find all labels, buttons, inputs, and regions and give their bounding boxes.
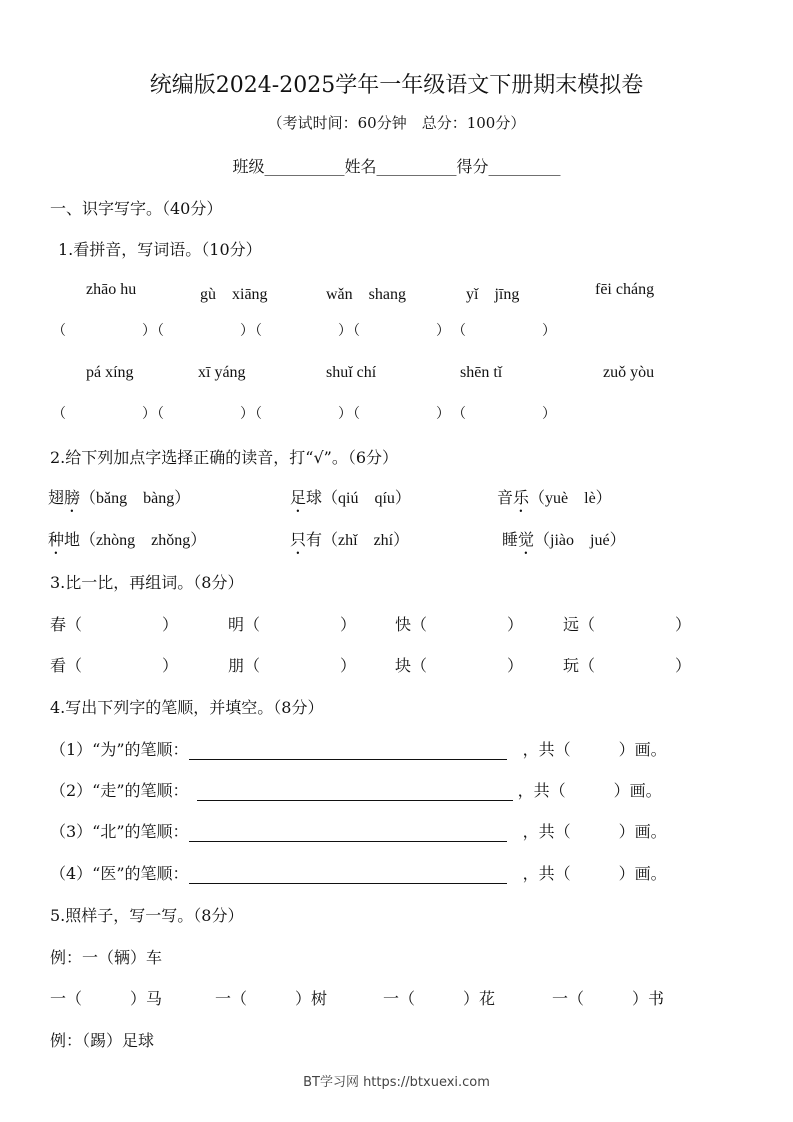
dotted-char: 膀	[64, 488, 81, 507]
stroke-order-item[interactable]	[50, 819, 667, 842]
q5-heading: 5.照样子，写一写。（8分）	[50, 906, 244, 925]
options: （yuè lè）	[529, 490, 612, 507]
word-blank[interactable]: 明（ ）	[228, 615, 357, 634]
reading-choice[interactable]	[290, 485, 411, 516]
stroke-order-item[interactable]	[50, 861, 667, 884]
pinyin: xī yáng	[198, 364, 246, 381]
char: 地	[64, 530, 81, 549]
stroke-order-item[interactable]	[50, 737, 667, 760]
word-blank[interactable]: 远（ ）	[563, 615, 692, 634]
word-blank[interactable]: 玩（ ）	[563, 656, 692, 675]
word-blank[interactable]: 快（ ）	[395, 615, 524, 634]
answer-line[interactable]	[189, 825, 507, 842]
word-blank[interactable]: 看（ ）	[50, 656, 179, 675]
word-blank[interactable]: 块（ ）	[395, 656, 524, 675]
answer-brackets[interactable]: （ ）（ ）（ ）（ ） （ ）	[52, 406, 557, 422]
word-blank[interactable]: 朋（ ）	[228, 656, 357, 675]
q1-heading: 1.看拼音，写词语。（10分）	[58, 240, 262, 259]
item-label: （2）“走”的笔顺：	[50, 781, 181, 800]
measure-word-blank[interactable]: 一（ ）书	[552, 989, 665, 1008]
reading-choice[interactable]	[48, 527, 206, 558]
item-label: （4）“医”的笔顺：	[50, 864, 189, 883]
dotted-char: 种	[48, 530, 65, 549]
pinyin: yǐ jīng	[466, 286, 520, 303]
measure-word-blank[interactable]: 一（ ）树	[215, 989, 328, 1008]
page-title: 统编版2024-2025学年一年级语文下册期末模拟卷	[149, 73, 644, 98]
pinyin: gù xiāng	[200, 286, 268, 303]
reading-choice[interactable]	[497, 485, 612, 516]
section-heading: 一、识字写字。（40分）	[50, 199, 223, 218]
pinyin: shēn tǐ	[460, 364, 503, 381]
options: （zhǐ zhí）	[322, 532, 410, 549]
pinyin: fēi cháng	[595, 281, 655, 298]
char: 睡	[502, 530, 519, 549]
student-info-line: 班级__________姓名__________得分_________	[232, 157, 561, 176]
dotted-char: 觉	[518, 530, 535, 549]
answer-line[interactable]	[189, 867, 507, 884]
stroke-count: ，共（ ）画。	[522, 822, 667, 841]
measure-word-blank[interactable]: 一（ ）花	[383, 989, 496, 1008]
item-label: （3）“北”的笔顺：	[50, 822, 189, 841]
exam-subtitle: （考试时间：60分钟 总分：100分）	[267, 114, 526, 132]
footer-watermark: BT学习网 https://btxuexi.com	[303, 1075, 490, 1090]
options: （qiú qíu）	[322, 490, 411, 507]
q3-heading: 3.比一比，再组词。（8分）	[50, 573, 244, 592]
stroke-count: ，共（ ）画。	[522, 740, 667, 759]
char: 翅	[48, 488, 65, 507]
reading-choice[interactable]	[502, 527, 626, 558]
stroke-order-item[interactable]	[50, 778, 662, 801]
options: （bǎng bàng）	[80, 490, 191, 507]
answer-brackets[interactable]: （ ）（ ）（ ）（ ） （ ）	[52, 323, 557, 339]
dotted-char: 乐	[513, 488, 530, 507]
pinyin: pá xíng	[86, 364, 134, 381]
reading-choice[interactable]	[48, 485, 190, 516]
reading-choice[interactable]	[290, 527, 409, 558]
dotted-char: 只	[290, 530, 307, 549]
example: 例：一（辆）车	[50, 948, 163, 967]
q2-heading: 2.给下列加点字选择正确的读音，打“√”。（6分）	[50, 448, 399, 467]
q4-heading: 4.写出下列字的笔顺，并填空。（8分）	[50, 698, 324, 717]
stroke-count: ，共（ ）画。	[517, 781, 662, 800]
item-label: （1）“为”的笔顺：	[50, 740, 189, 759]
pinyin: zhāo hu	[86, 281, 137, 298]
char: 有	[306, 530, 323, 549]
pinyin: shuǐ chí	[326, 364, 377, 381]
options: （jiào jué）	[534, 532, 626, 549]
dotted-char: 足	[290, 488, 307, 507]
options: （zhòng zhǒng）	[80, 532, 207, 549]
measure-word-blank[interactable]: 一（ ）马	[50, 989, 163, 1008]
pinyin: wǎn shang	[326, 286, 406, 303]
pinyin: zuǒ yòu	[603, 364, 655, 381]
answer-line[interactable]	[189, 743, 507, 760]
stroke-count: ，共（ ）画。	[522, 864, 667, 883]
example: 例：（踢）足球	[50, 1031, 155, 1050]
answer-line[interactable]	[197, 784, 513, 801]
word-blank[interactable]: 春（ ）	[50, 615, 179, 634]
char: 球	[306, 488, 323, 507]
char: 音	[497, 488, 514, 507]
